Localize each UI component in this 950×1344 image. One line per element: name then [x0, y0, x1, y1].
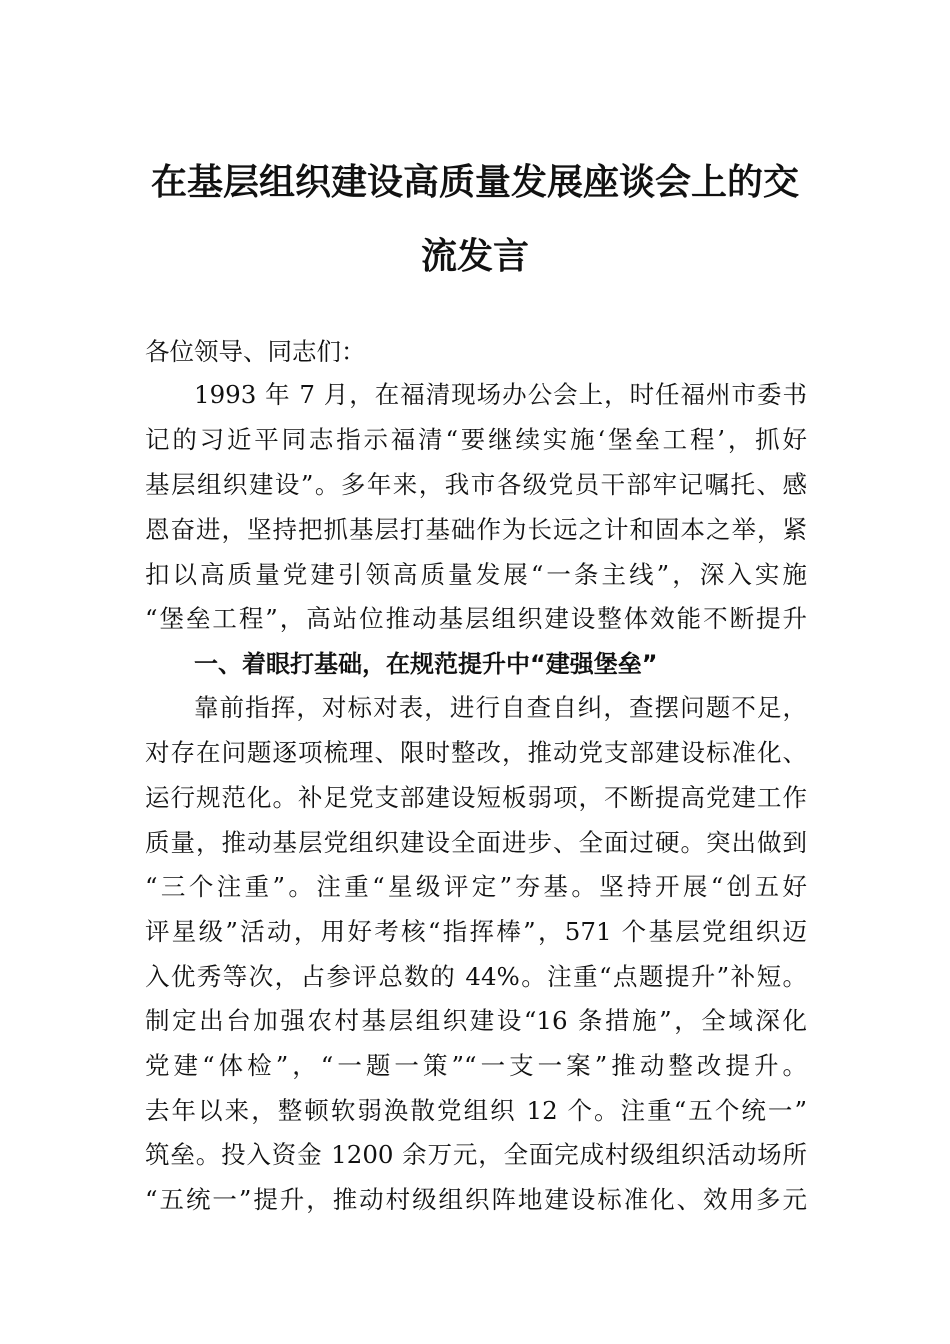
paragraph-line: 运行规范化。补足党支部建设短板弱项，不断提高党建工作: [145, 783, 807, 812]
paragraph-line: 扣以高质量党建引领高质量发展“一条主线”，深入实施: [145, 560, 807, 589]
paragraph-line: 评星级”活动，用好考核“指挥棒”，571 个基层党组织迈: [145, 917, 807, 946]
paragraph-line: “五统一”提升，推动村级组织阵地建设标准化、效用多元: [145, 1185, 807, 1214]
paragraph-line: 筑垒。投入资金 1200 余万元，全面完成村级组织活动场所: [145, 1140, 807, 1169]
paragraph-line: “三个注重”。注重“星级评定”夯基。坚持开展“创五好: [145, 872, 807, 901]
paragraph-line: 1993 年 7 月，在福清现场办公会上，时任福州市委书: [194, 380, 807, 409]
section-heading: 一、着眼打基础，在规范提升中“建强堡垒”: [194, 650, 658, 678]
paragraph-line: 记的习近平同志指示福清“要继续实施‘堡垒工程’，抓好: [145, 425, 807, 454]
document-title-line-2: 流发言: [420, 235, 529, 277]
paragraph-line: 对存在问题逐项梳理、限时整改，推动党支部建设标准化、: [145, 738, 807, 767]
paragraph-line: 入优秀等次，占参评总数的 44%。注重“点题提升”补短。: [145, 962, 807, 991]
paragraph-line: 党建“体检”，“一题一策”“一支一案”推动整改提升。: [145, 1051, 807, 1080]
paragraph-line: 制定出台加强农村基层组织建设“16 条措施”，全域深化: [145, 1006, 807, 1035]
paragraph-line: 去年以来，整顿软弱涣散党组织 12 个。注重“五个统一”: [145, 1096, 807, 1125]
salutation: 各位领导、同志们：: [145, 337, 366, 366]
paragraph-line: 靠前指挥，对标对表，进行自查自纠，查摆问题不足，: [194, 693, 807, 722]
paragraph-line: 恩奋进，坚持把抓基层打基础作为长远之计和固本之举，紧: [145, 515, 807, 544]
paragraph-line: 质量，推动基层党组织建设全面进步、全面过硬。突出做到: [145, 828, 807, 857]
document-title-line-1: 在基层组织建设高质量发展座谈会上的交: [150, 161, 799, 203]
paragraph-line: “堡垒工程”，高站位推动基层组织建设整体效能不断提升: [145, 604, 807, 633]
paragraph-line: 基层组织建设”。多年来，我市各级党员干部牢记嘱托、感: [145, 470, 807, 499]
